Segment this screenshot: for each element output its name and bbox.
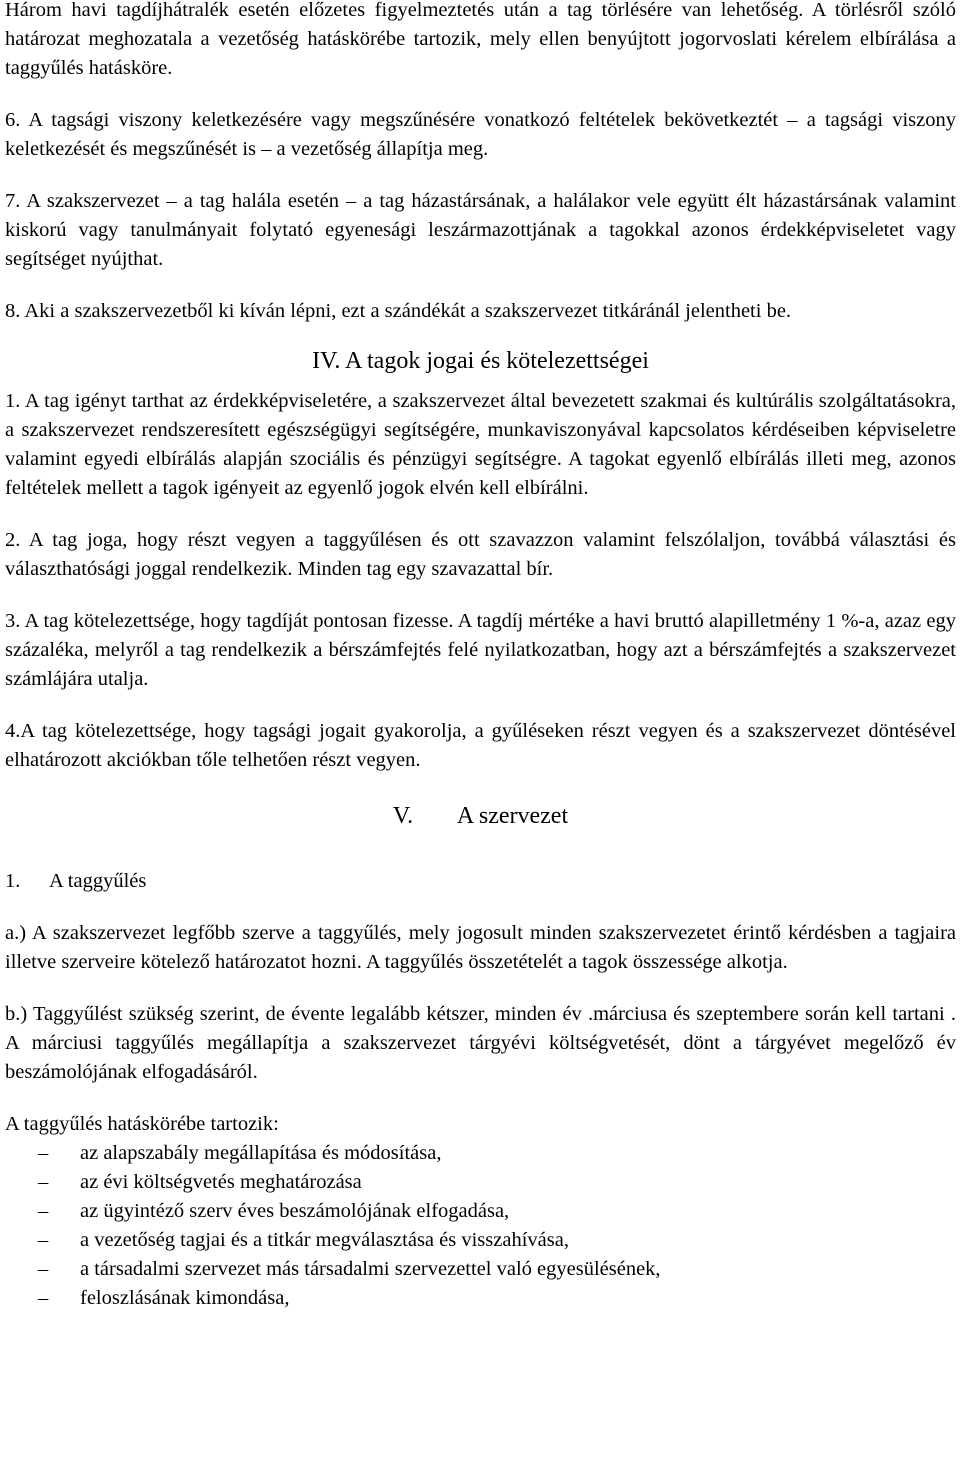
paragraph-7: 7. A szakszervezet – a tag halála esetén – a tag házastársának, a halálakor vele együtt élt házastársának valamint kiskorú vagy tanulmányait folytató egyenesági leszármazottjának a tagokkal azonos érdekképviseletet vagy segítséget nyújthat.: [5, 190, 956, 270]
dash-bullet: –: [38, 1229, 49, 1251]
competence-list: [5, 1139, 956, 1313]
subsection-title: A taggyűlés: [49, 870, 147, 892]
list-item-text: az évi költségvetés meghatározása: [80, 1171, 362, 1193]
list-item: [5, 1284, 956, 1313]
list-item: [5, 1255, 956, 1284]
list-item: [5, 1168, 956, 1197]
section-v-heading: [5, 801, 956, 831]
list-item: [5, 1197, 956, 1226]
list-item-text: feloszlásának kimondása,: [80, 1287, 290, 1309]
section-iv-paragraph-1: 1. A tag igényt tarthat az érdekképviseletére, a szakszervezet által bevezetett szakmai és kultúrális szolgáltatásokra, a szakszervezet rendszeresített egészségügyi segítségére, munkaviszonyával kapcsolatos kérdéseiben képviseletre valamint egyedi elbírálás alapján szociális és pénzügyi segítségre. A tagokat egyenlő elbírálás illeti meg, azonos feltételek mellett a tagok igényeit az egyenlő jogok elvén kell elbírálni.: [5, 390, 956, 499]
dash-bullet: –: [38, 1258, 49, 1280]
dash-bullet: –: [38, 1200, 49, 1222]
list-item: [5, 1226, 956, 1255]
list-item: [5, 1139, 956, 1168]
subsection-heading: [5, 867, 956, 896]
list-item-text: a társadalmi szervezet más társadalmi szervezettel való egyesülésének,: [80, 1258, 661, 1280]
section-iv-paragraph-4: 4.A tag kötelezettsége, hogy tagsági jogait gyakorolja, a gyűléseken részt vegyen és a szakszervezet döntésével elhatározott akciókban tőle telhetően részt vegyen.: [5, 720, 956, 771]
paragraph-membership-removal: Három havi tagdíjhátralék esetén előzetes figyelmeztetés után a tag törlésére van lehetőség. A törlésről szóló határozat meghozatala a vezetőség hatáskörébe tartozik, mely ellen benyújtott jogorvoslati kérelem elbírálása a taggyűlés hatásköre.: [5, 0, 956, 79]
dash-bullet: –: [38, 1287, 49, 1309]
dash-bullet: –: [38, 1171, 49, 1193]
list-item-text: az ügyintéző szerv éves beszámolójának elfogadása,: [80, 1200, 510, 1222]
list-item-text: a vezetőség tagjai és a titkár megválasztása és visszahívása,: [80, 1229, 569, 1251]
paragraph-6: 6. A tagsági viszony keletkezésére vagy megszűnésére vonatkozó feltételek bekövetkeztét – a tagsági viszony keletkezését és megszűnését is – a vezetőség állapítja meg.: [5, 109, 956, 160]
section-v-paragraph-a: a.) A szakszervezet legfőbb szerve a taggyűlés, mely jogosult minden szakszervezetet érintő kérdésben a tagjaira illetve szerveire kötelező határozatot hozni. A taggyűlés összetételét a tagok összessége alkotja.: [5, 922, 956, 973]
paragraph-8: 8. Aki a szakszervezetből ki kíván lépni, ezt a szándékát a szakszervezet titkáránál jelentheti be.: [5, 300, 792, 322]
list-item-text: az alapszabály megállapítása és módosítása,: [80, 1142, 442, 1164]
section-v-paragraph-b: b.) Taggyűlést szükség szerint, de évente legalább kétszer, minden év .márciusa és szeptembere során kell tartani . A márciusi taggyűlés megállapítja a szakszervezet tárgyévi költségvetését, dönt a tárgyévet megelőző év beszámolójának elfogadásáról.: [5, 1003, 956, 1083]
document-page: [5, 0, 956, 1313]
section-iv-paragraph-2: 2. A tag joga, hogy részt vegyen a taggyűlésen és ott szavazzon valamint felszólaljon, továbbá választási és választhatósági joggal rendelkezik. Minden tag egy szavazattal bír.: [5, 529, 956, 580]
section-v-title: A szervezet: [456, 803, 569, 829]
section-iv-heading: IV. A tagok jogai és kötelezettségei: [312, 348, 649, 374]
subsection-number: 1.: [5, 870, 21, 892]
section-iv-paragraph-3: 3. A tag kötelezettsége, hogy tagdíját pontosan fizesse. A tagdíj mértéke a havi bruttó alapilletmény 1 %-a, azaz egy százaléka, melyről a tag rendelkezik a bérszámfejtés felé nyilatkozatban, hogy azt a bérszámfejtés a szakszervezet számlájára utalja.: [5, 610, 956, 690]
dash-bullet: –: [38, 1142, 49, 1164]
section-v-number: V.: [392, 803, 414, 829]
competence-list-intro: A taggyűlés hatáskörébe tartozik:: [5, 1113, 279, 1135]
